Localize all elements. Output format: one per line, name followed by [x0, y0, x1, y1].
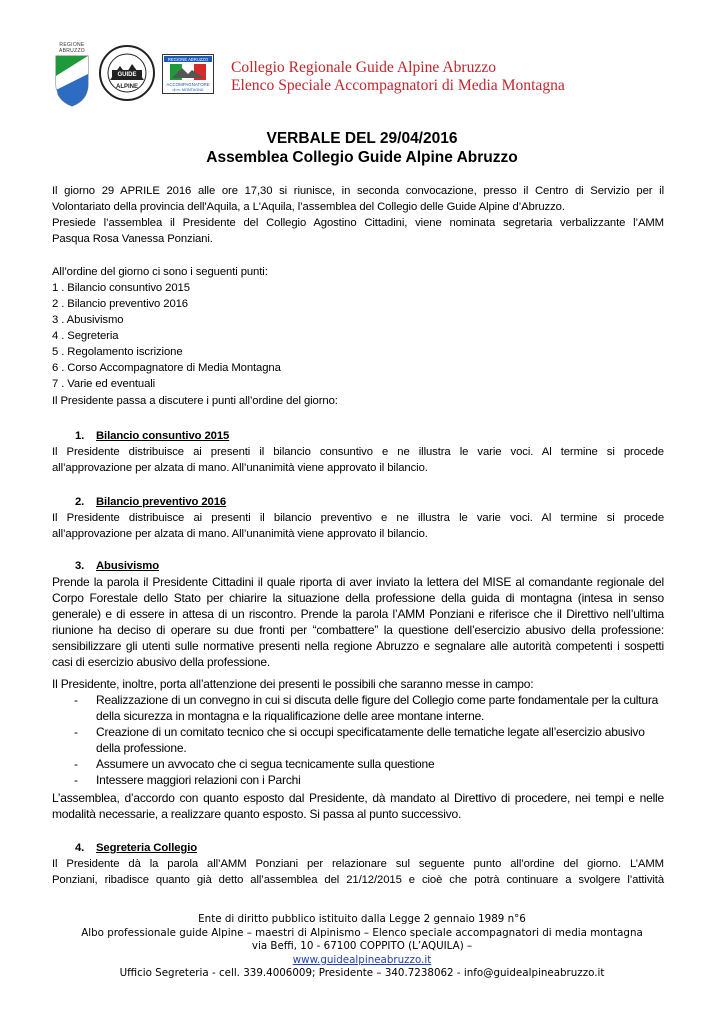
bullet-item — [74, 692, 666, 724]
footer-contacts: Ufficio Segreteria - cell. 339.4006009; Presidente – 340.7238062 - info@guidealpineabruzzo.it — [119, 967, 605, 979]
bullet-dash: - — [74, 693, 78, 707]
guide-alpine-logo — [98, 44, 156, 102]
bullet-dash: - — [74, 757, 78, 771]
section-line: Il Presidente distribuisce ai presenti il bilancio consuntivo e ne illustra le varie voci. Al termine si procede — [52, 446, 664, 458]
region-shield-icon — [52, 54, 92, 108]
section-line: Il Presidente dà la parola all’AMM Ponziani per relazionare sul seguente punto all’ordine del giorno. L’AMM — [52, 858, 664, 870]
agenda-item: 7 . Varie ed eventuali — [52, 378, 156, 390]
section-3-paragraph-2: Il Presidente, inoltre, porta all’attenzione dei presenti le possibili che saranno messe in campo: — [52, 677, 534, 691]
section-heading-2 — [75, 494, 226, 510]
agenda-item: 3 . Abusivismo — [52, 314, 124, 326]
intro-line: Pasqua Rosa Vanessa Ponziani. — [52, 233, 213, 245]
guide-alpine-badge-icon — [98, 44, 156, 102]
document-subtitle: Assemblea Collegio Guide Alpine Abruzzo — [206, 149, 518, 166]
svg-text:ACCOMPAGNATORE: ACCOMPAGNATORE — [166, 82, 210, 87]
section-line: Ponziani, ribadisce quanto già detto all’assemblea del 21/12/2015 e cioè che potrà continuare a svolgere l’attività — [52, 874, 664, 886]
section-3-closing: L’assemblea, d’accordo con quanto esposto dal Presidente, dà mandato al Direttivo di procedere, nei tempi e nelle modalità necessarie, a realizzare quanto esposto. Si passa al punto successivo. — [52, 791, 664, 821]
footer-line: Ente di diritto pubblico istituito dalla Legge 2 gennaio 1989 n°6 — [198, 913, 526, 925]
section-line: Il Presidente distribuisce ai presenti il bilancio preventivo e ne illustra le varie voci. Al termine si procede — [52, 512, 664, 524]
section-4-body — [52, 856, 664, 888]
agenda-intro: All’ordine del giorno ci sono i seguenti punti: — [52, 266, 268, 278]
bullet-dash: - — [74, 725, 78, 739]
section-2-body — [52, 510, 664, 542]
region-abruzzo-logo — [52, 42, 92, 102]
bullet-text: Realizzazione di un convegno in cui si discuta delle figure del Collegio come parte fondamentale per la cultura della sicurezza in montagna e la riqualificazione delle aree montane interne. — [96, 693, 659, 723]
section-heading-4 — [75, 840, 197, 856]
bullet-text: Intessere maggiori relazioni con i Parchi — [96, 773, 301, 787]
organization-subtitle: Elenco Speciale Accompagnatori di Media Montagna — [231, 77, 565, 94]
website-link[interactable]: www.guidealpineabruzzo.it — [292, 953, 432, 966]
section-number: 2. — [75, 496, 85, 508]
section-3-paragraph: Prende la parola il Presidente Cittadini il quale riporta di aver inviato la lettera del MISE al comandante regionale del Corpo Forestale dello Stato per chiarire la situazione della professione della guida di montagna (intesa in senso generale) e di essere in attesa di un riscontro. Prende la parola l’AMM Ponziani e riferisce che il Direttivo nell’ultima riunione ha deciso di operare su due fronti per “combattere” la questione dell’esercizio abusivo della professione: sensibilizzare gli utenti sulle normative presenti nella regione Abruzzo e segnalare alle autorità competenti i sospetti casi di esercizio abusivo della professione. — [52, 575, 664, 669]
svg-text:di m. MONTAGNA: di m. MONTAGNA — [172, 88, 204, 92]
document-title: VERBALE DEL 29/04/2016 — [266, 130, 458, 147]
section-title: Segreteria Collegio — [96, 842, 198, 854]
region-logo-caption: REGIONE ABRUZZO — [59, 42, 85, 54]
footer-address: via Beffi, 10 - 67100 COPPITO (L’AQUILA) – — [251, 940, 473, 952]
agenda-item: 5 . Regolamento iscrizione — [52, 346, 183, 358]
organization-name: Collegio Regionale Guide Alpine Abruzzo — [231, 59, 497, 76]
section-title: Bilancio preventivo 2016 — [96, 496, 227, 508]
bullet-text: Creazione di un comitato tecnico che si occupi specificatamente delle tematiche legate all’esercizio abusivo della professione. — [96, 725, 645, 755]
agenda-outro: Il Presidente passa a discutere i punti all’ordine del giorno: — [52, 395, 338, 407]
agenda-list — [52, 280, 664, 392]
svg-text:REGIONE ABRUZZO: REGIONE ABRUZZO — [167, 57, 209, 62]
bullet-item — [74, 756, 666, 772]
section-3-bullets — [74, 692, 666, 788]
bullet-item — [74, 772, 666, 788]
agenda-item: 1 . Bilancio consuntivo 2015 — [52, 282, 190, 294]
accompagnatore-badge-icon — [162, 54, 214, 94]
bullet-dash: - — [74, 773, 78, 787]
section-number: 1. — [75, 430, 85, 442]
intro-line: Il giorno 29 APRILE 2016 alle ore 17,30 si riunisce, in seconda convocazione, presso il Centro di Servizio per il — [52, 185, 664, 197]
intro-line: Volontariato della provincia dell'Aquila, a L'Aquila, l’assemblea del Collegio delle Guide Alpine d’Abruzzo. — [52, 201, 565, 213]
section-heading-1 — [75, 428, 229, 444]
section-title: Bilancio consuntivo 2015 — [96, 430, 230, 442]
bullet-text: Assumere un avvocato che ci segua tecnicamente sulla questione — [96, 757, 435, 771]
svg-text:ALPINE: ALPINE — [115, 84, 139, 90]
section-title: Abusivismo — [96, 560, 160, 572]
agenda-item: 6 . Corso Accompagnatore di Media Montagna — [52, 362, 281, 374]
agenda-item: 2 . Bilancio preventivo 2016 — [52, 298, 188, 310]
section-line: all’approvazione per alzata di mano. All’unanimità viene approvato il bilancio. — [52, 528, 428, 540]
organization-title — [231, 59, 565, 95]
section-number: 4. — [75, 842, 85, 854]
agenda-item: 4 . Segreteria — [52, 330, 119, 342]
section-1-body — [52, 444, 664, 476]
page-footer — [0, 913, 724, 981]
accompagnatore-logo — [162, 54, 214, 94]
section-line: all’approvazione per alzata di mano. All’unanimità viene approvato il bilancio. — [52, 462, 428, 474]
intro-line: Presiede l’assemblea il Presidente del Collegio Agostino Cittadini, viene nominata segretaria verbalizzante l’AMM — [52, 217, 664, 229]
footer-line: Albo professionale guide Alpine – maestri di Alpinismo – Elenco speciale accompagnatori di media montagna — [81, 926, 643, 939]
bullet-item — [74, 724, 666, 756]
intro-paragraph — [52, 183, 664, 247]
section-number: 3. — [75, 560, 85, 572]
section-heading-3 — [75, 558, 159, 574]
svg-text:GUIDE: GUIDE — [117, 72, 137, 78]
